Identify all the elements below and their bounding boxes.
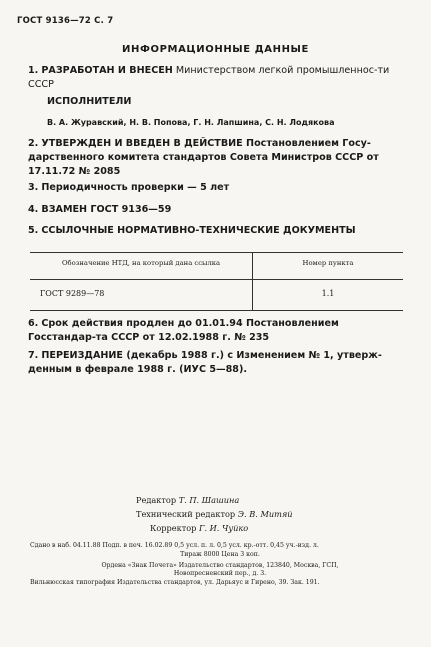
performers-names: В. А. Журавский, Н. В. Попова, Г. Н. Лапшина, С. Н. Лодякова: [47, 118, 335, 127]
tech-editor-line: [136, 507, 293, 521]
cell-document: ГОСТ 9289—78: [30, 280, 253, 310]
info-item-7: [28, 349, 408, 377]
item-lead: Срок действия продлен до 01.01.94 Постановлением Госстандар-та СССР от 12.02.1988 г. № 235: [28, 318, 339, 343]
item-lead: ССЫЛОЧНЫЕ НОРМАТИВНО-ТЕХНИЧЕСКИЕ ДОКУМЕНТЫ: [41, 225, 356, 236]
info-item-5: [28, 224, 408, 238]
table-header-row: [30, 253, 403, 280]
item-number: 6.: [28, 318, 39, 329]
imprint-line-4: Новопресненский пер., д. 3.: [173, 570, 267, 577]
tech-editor-label: Технический редактор: [136, 509, 236, 519]
document-title: ИНФОРМАЦИОННЫЕ ДАННЫЕ: [122, 44, 309, 55]
editor-line: [136, 493, 293, 507]
corrector-label: Корректор: [150, 523, 197, 533]
imprint-line-5: Вильнюсская типография Издательства стандартов, ул. Дарьяус и Гирено, 39. Зак. 191.: [30, 579, 320, 586]
info-item-6: [28, 317, 408, 345]
imprint-line-1: Сдано в наб. 04.11.88 Подп. в печ. 16.02.89 0,5 усл. п. л. 0,5 усл. кр.-отт. 0,45 уч.-изд. л.: [30, 542, 319, 549]
corrector-name: Г. И. Чуйко: [199, 523, 249, 533]
item-lead: Периодичность проверки — 5 лет: [41, 182, 230, 193]
corrector-line: [136, 521, 293, 535]
cell-clause: 1.1: [321, 289, 335, 298]
info-item-2: [28, 137, 408, 179]
item-text: Постановлением Госу-дарственного комитета стандартов Совета Министров СССР от 17.11.72 № 2085: [28, 138, 379, 177]
page-header: ГОСТ 9136—72 С. 7: [17, 16, 114, 26]
info-item-3: [28, 181, 408, 195]
item-text: Министерством легкой промышленнос-ти СССР: [28, 65, 390, 90]
item-lead: ВЗАМЕН ГОСТ 9136—59: [41, 204, 172, 215]
tech-editor-name: Э. В. Митяй: [237, 509, 293, 519]
item-lead: ПЕРЕИЗДАНИЕ (декабрь 1988 г.) с Изменением № 1, утверж-денным в феврале 1988 г. (ИУС 5—88).: [28, 350, 382, 375]
item-number: 5.: [28, 225, 39, 236]
item-number: 2.: [28, 138, 39, 149]
editorial-credits: [136, 493, 293, 535]
item-number: 3.: [28, 182, 39, 193]
column-header-document: Обозначение НТД, на который дана ссылка: [30, 253, 253, 279]
item-number: 7.: [28, 350, 39, 361]
item-number: 1.: [28, 65, 39, 76]
item-lead: РАЗРАБОТАН И ВНЕСЕН: [41, 65, 173, 76]
performers-heading: ИСПОЛНИТЕЛИ: [47, 96, 132, 107]
column-header-clause: Номер пункта: [302, 259, 354, 267]
editor-name: Т. П. Шашина: [178, 495, 240, 505]
table-row: [30, 280, 403, 310]
editor-label: Редактор: [136, 495, 177, 505]
info-item-4: [28, 203, 408, 217]
reference-table: [30, 252, 403, 311]
imprint-line-3: Ордена «Знак Почета» Издательство стандартов, 123840, Москва, ГСП,: [101, 562, 339, 569]
item-lead: УТВЕРЖДЕН И ВВЕДЕН В ДЕЙСТВИЕ: [41, 138, 243, 149]
imprint-line-2: Тираж 8000 Цена 3 коп.: [180, 551, 260, 558]
item-number: 4.: [28, 204, 39, 215]
info-item-1: [28, 64, 408, 92]
